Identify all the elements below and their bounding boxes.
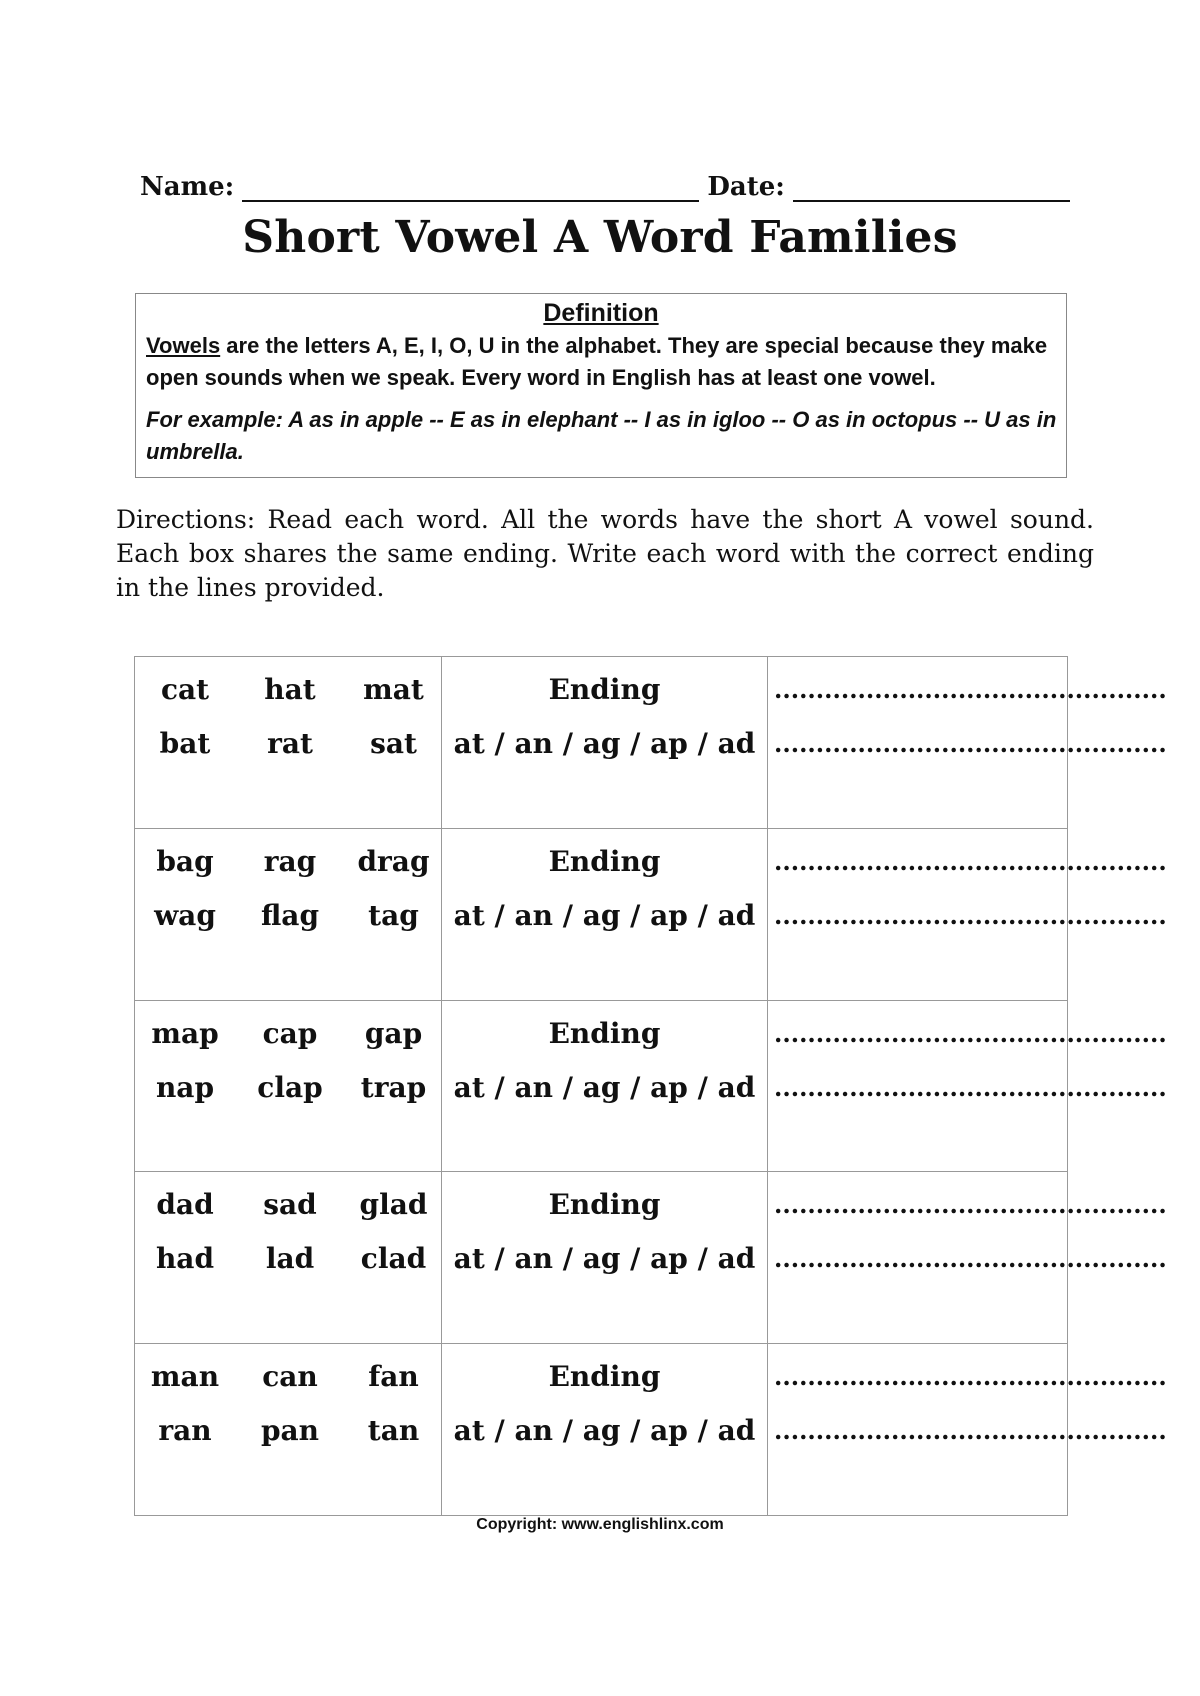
name-date-row — [140, 162, 1070, 202]
answer-line[interactable]: ............................................... — [774, 1190, 1167, 1220]
definition-box — [135, 293, 1067, 478]
answer-line[interactable]: ............................................... — [774, 1362, 1167, 1392]
word-list — [135, 1344, 441, 1458]
word: dad — [156, 1188, 214, 1222]
word: trap — [360, 1070, 427, 1104]
table-row — [135, 1344, 1068, 1516]
ending-label: Ending — [548, 1360, 661, 1394]
ending-cell — [442, 1344, 768, 1516]
word-cell — [135, 1344, 442, 1516]
word: drag — [357, 844, 430, 878]
table-row — [135, 828, 1068, 1000]
name-field[interactable] — [242, 172, 699, 202]
definition-text — [142, 330, 1060, 394]
word-cell — [135, 1172, 442, 1344]
ending-options: at / an / ag / ap / ad — [453, 898, 756, 932]
ending-label: Ending — [548, 673, 661, 706]
directions: Directions: Read each word. All the words have the short A vowel sound. Each box shares the same ending. Write each word with the correct ending in the lines provided. — [116, 505, 1094, 602]
word: clap — [257, 1070, 323, 1104]
word: can — [262, 1360, 318, 1394]
word: cat — [160, 673, 210, 706]
word: mat — [363, 673, 424, 706]
date-label: Date: — [707, 172, 785, 202]
answer-line[interactable]: ............................................... — [774, 1244, 1167, 1274]
answer-cell — [768, 828, 1167, 1000]
word: cap — [262, 1016, 318, 1050]
date-field[interactable] — [793, 172, 1070, 202]
word: nap — [155, 1070, 215, 1104]
definition-example: For example: A as in apple -- E as in elephant -- I as in igloo -- O as in octopus -- U as in umbrella. — [146, 407, 1057, 464]
answer-line[interactable]: ............................................... — [774, 1416, 1167, 1446]
ending-cell — [442, 1172, 768, 1344]
definition-heading: Definition — [543, 299, 659, 327]
ending-label: Ending — [548, 1016, 661, 1050]
answer-line[interactable]: ............................................... — [774, 846, 1167, 876]
word: sat — [370, 727, 417, 760]
answer-cell — [768, 1000, 1167, 1172]
word: rag — [263, 844, 317, 878]
answer-line[interactable]: ............................................... — [774, 1018, 1167, 1048]
word: had — [155, 1242, 215, 1276]
answer-line[interactable]: ............................................... — [774, 1072, 1167, 1102]
ending-options: at / an / ag / ap / ad — [453, 1242, 756, 1276]
ending-cell — [442, 657, 768, 829]
answer-cell — [768, 1172, 1167, 1344]
word: fan — [368, 1360, 419, 1394]
word: map — [151, 1016, 219, 1050]
answer-line[interactable]: ............................................... — [774, 729, 1167, 758]
table-row — [135, 657, 1068, 829]
word: wag — [154, 898, 216, 932]
ending-label: Ending — [548, 1188, 661, 1222]
table-row — [135, 1172, 1068, 1344]
word-families-table — [134, 656, 1167, 1516]
word-list — [135, 829, 441, 943]
answer-cell — [768, 1344, 1167, 1516]
table-row — [135, 1000, 1068, 1172]
word: clad — [360, 1242, 427, 1276]
word: bag — [156, 844, 214, 878]
word: glad — [359, 1188, 428, 1222]
word: rat — [267, 727, 313, 760]
word-cell — [135, 657, 442, 829]
word: lad — [265, 1242, 315, 1276]
word: hat — [264, 673, 316, 706]
definition-body: are the letters A, E, I, O, U in the alphabet. They are special because they make open sounds when we speak. Every word in English has at least one vowel. — [146, 333, 1048, 390]
ending-cell — [442, 1000, 768, 1172]
word-cell — [135, 828, 442, 1000]
ending-label: Ending — [548, 844, 661, 878]
word: man — [150, 1360, 220, 1394]
name-label: Name: — [140, 172, 235, 202]
word: flag — [260, 898, 320, 932]
word: tan — [367, 1414, 420, 1448]
word: pan — [260, 1414, 320, 1448]
answer-cell — [768, 657, 1167, 829]
word-list — [135, 1001, 441, 1115]
copyright: Copyright: www.englishlinx.com — [476, 1516, 724, 1533]
word: bat — [159, 727, 211, 760]
ending-options: at / an / ag / ap / ad — [453, 1070, 756, 1104]
word: ran — [158, 1414, 212, 1448]
word-list — [135, 657, 441, 771]
page-title: Short Vowel A Word Families — [242, 212, 958, 263]
definition-term: Vowels — [146, 333, 221, 358]
word: sad — [263, 1188, 317, 1222]
answer-line[interactable]: ............................................... — [774, 900, 1167, 930]
word: tag — [368, 898, 419, 932]
answer-line[interactable]: ............................................... — [774, 675, 1167, 704]
word: gap — [364, 1016, 423, 1050]
ending-options: at / an / ag / ap / ad — [453, 1414, 756, 1448]
ending-options: at / an / ag / ap / ad — [453, 727, 756, 760]
ending-cell — [442, 828, 768, 1000]
word-list — [135, 1172, 441, 1286]
word-cell — [135, 1000, 442, 1172]
